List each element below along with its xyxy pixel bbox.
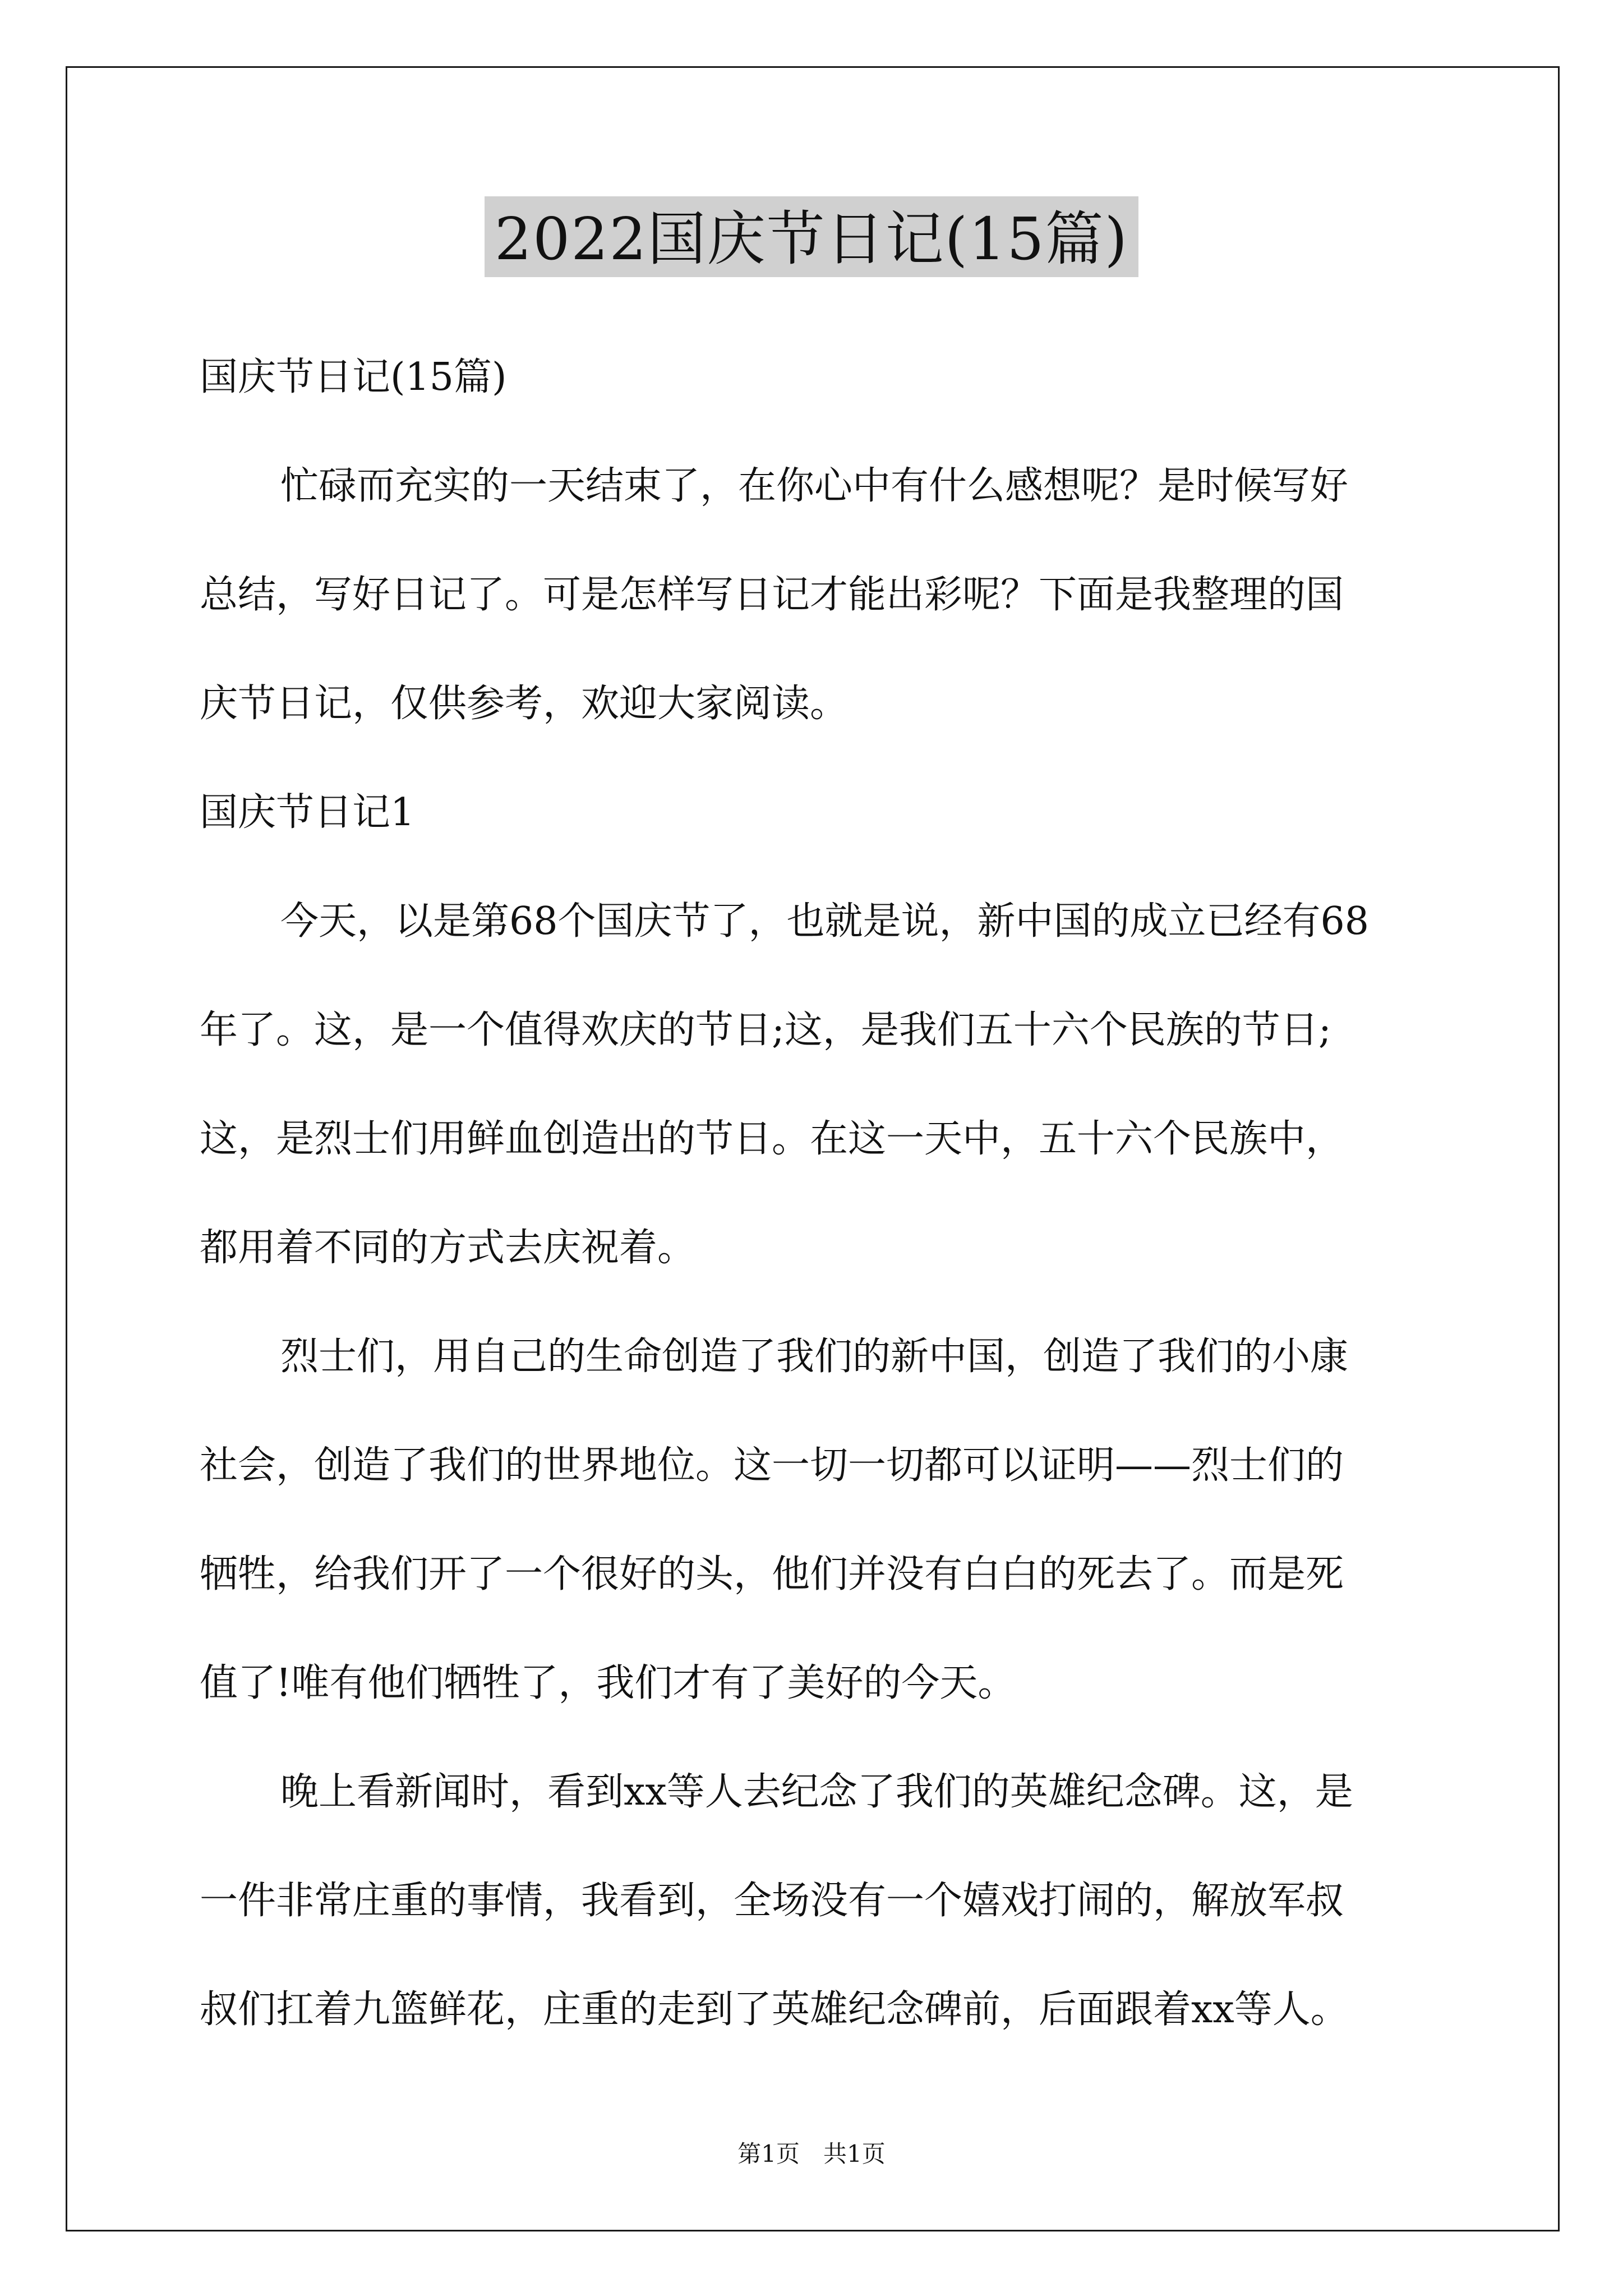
paragraph-line: 这，是烈士们用鲜血创造出的节日。在这一天中，五十六个民族中， <box>200 1117 1344 1161</box>
paragraph-line: 叔们扛着九篮鲜花，庄重的走到了英雄纪念碑前，后面跟着xx等人。 <box>200 1987 1349 2032</box>
paragraph-line: 今天，以是第68个国庆节了，也就是说，新中国的成立已经有68 <box>280 899 1370 944</box>
paragraph-line: 总结，写好日记了。可是怎样写日记才能出彩呢？下面是我整理的国 <box>200 573 1344 617</box>
page-footer: 第1页 共1页 <box>737 2140 886 2168</box>
paragraph-line: 一件非常庄重的事情，我看到，全场没有一个嬉戏打闹的，解放军叔 <box>200 1879 1344 1923</box>
paragraph-line: 牺牲，给我们开了一个很好的头，他们并没有白白的死去了。而是死 <box>200 1552 1344 1596</box>
paragraph-line: 值了!唯有他们牺牲了，我们才有了美好的今天。 <box>200 1661 1016 1705</box>
paragraph-line: 忙碌而充实的一天结束了，在你心中有什么感想呢？是时候写好 <box>280 464 1349 508</box>
paragraph-line: 烈士们，用自己的生命创造了我们的新中国，创造了我们的小康 <box>280 1335 1349 1379</box>
paragraph-line: 晚上看新闻时，看到xx等人去纪念了我们的英雄纪念碑。这，是 <box>280 1770 1353 1814</box>
title-container <box>0 196 1623 277</box>
document-title: 2022国庆节日记(15篇) <box>485 196 1138 277</box>
subtitle-line: 国庆节日记(15篇) <box>200 355 507 399</box>
section-heading: 国庆节日记1 <box>200 790 415 835</box>
paragraph-line: 社会，创造了我们的世界地位。这一切一切都可以证明——烈士们的 <box>200 1443 1344 1488</box>
paragraph-line: 庆节日记，仅供参考，欢迎大家阅读。 <box>200 682 849 726</box>
paragraph-line: 年了。这，是一个值得欢庆的节日;这，是我们五十六个民族的节日; <box>200 1008 1331 1052</box>
paragraph-line: 都用着不同的方式去庆祝着。 <box>200 1226 696 1270</box>
